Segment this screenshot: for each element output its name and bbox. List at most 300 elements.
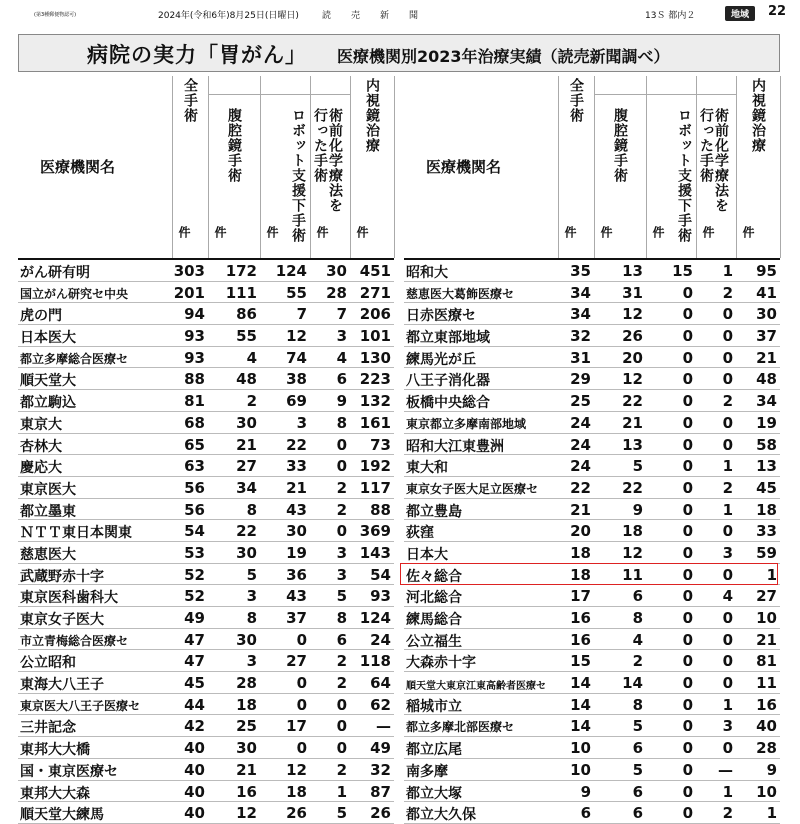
cell-lap: 55 [236,327,257,346]
cell-robot: 74 [286,348,307,367]
cell-total: 56 [184,500,205,519]
cell-total: 42 [184,717,205,736]
cell-endo: 206 [359,305,391,324]
cell-lap: 31 [622,283,643,302]
table-row [18,672,394,694]
cell-robot: 0 [682,630,693,649]
hospital-name: 荻窪 [406,525,434,542]
cell-total: 303 [173,262,205,280]
cell-endo: 87 [370,782,391,801]
cell-endo: 271 [359,283,391,302]
table-row [18,802,394,824]
cell-total: 10 [570,739,591,758]
hospital-name: 慈恵医大葛飾医療セ [406,286,515,301]
hospital-name: 都立大久保 [406,807,476,824]
cell-lap: 8 [246,500,257,519]
cell-robot: 0 [682,478,693,497]
hospital-name: 東邦大大橋 [20,742,90,759]
cell-lap: 3 [246,652,257,671]
edition-label: 13Ｓ 都内２ [645,11,696,21]
cell-lap: 18 [622,522,643,541]
cell-endo: 28 [756,739,777,758]
table-header [18,76,394,258]
cell-lap: 25 [236,717,257,736]
table-row [18,564,394,586]
cell-robot: 0 [682,435,693,454]
cell-chemo: 0 [336,717,347,736]
table-row [18,325,394,347]
cell-endo: 26 [370,804,391,823]
table-row [18,759,394,781]
cell-lap: 12 [622,370,643,389]
hospital-name: 国・東京医療セ [20,763,118,780]
cell-chemo: 0 [722,609,733,627]
unit-label: 件 [177,226,191,238]
table-row [404,477,780,499]
cell-total: 52 [184,587,205,606]
cell-robot: 21 [286,478,307,497]
cell-chemo: 7 [336,305,347,324]
cell-robot: 17 [286,717,307,736]
cell-endo: 88 [370,500,391,519]
cell-robot: 12 [286,760,307,779]
cell-chemo: 3 [336,565,347,584]
cell-lap: 21 [236,435,257,454]
column-header-chemo: 術前化学療法を行った手術 [312,108,343,213]
cell-lap: 5 [632,457,643,476]
cell-endo: 21 [756,348,777,367]
cell-endo: 1 [766,804,777,823]
cell-endo: 64 [370,674,391,693]
cell-total: 9 [580,782,591,801]
cell-chemo: 1 [336,782,347,801]
cell-chemo: 0 [722,674,733,693]
hospital-name: 順天堂大練馬 [20,807,104,824]
unit-label: 件 [213,226,227,238]
cell-robot: 0 [682,674,693,693]
cell-total: 14 [570,674,591,693]
cell-total: 21 [570,500,591,519]
hospital-name: 八王子消化器 [406,373,490,390]
hospital-name: 日赤医療セ [406,308,476,325]
cell-lap: 4 [246,348,257,367]
cell-lap: 27 [236,457,257,476]
cell-chemo: 0 [336,522,347,541]
cell-lap: 16 [236,782,257,801]
cell-lap: 28 [236,674,257,693]
cell-chemo: 2 [722,804,733,823]
cell-endo: 451 [359,262,391,280]
cell-lap: 30 [236,630,257,649]
cell-total: 52 [184,565,205,584]
table-row [404,607,780,629]
hospital-name: 都立多摩北部医療セ [406,720,515,735]
cell-chemo: 0 [722,739,733,758]
column-header-total: 全手術 [568,78,584,123]
table-row [18,390,394,412]
table-row [404,368,780,390]
cell-robot: 37 [286,609,307,627]
hospital-name: 河北総合 [406,590,462,607]
hospital-name: 都立多摩総合医療セ [20,351,129,366]
unit-label: 件 [563,226,577,238]
cell-lap: 8 [632,695,643,714]
cell-lap: 14 [622,674,643,693]
highlight-box [400,563,778,585]
table-row [404,434,780,456]
cell-total: 14 [570,717,591,736]
cell-chemo: 2 [336,652,347,671]
hospital-name: 慶応大 [20,460,62,477]
table-row [18,694,394,716]
table-row [404,802,780,824]
cell-endo: 21 [756,630,777,649]
hospital-name: 都立駒込 [20,395,76,412]
table-row [404,499,780,521]
column-header-robot: ロボット支援下手術 [290,108,306,243]
results-table-left [18,76,394,824]
cell-endo: 10 [756,609,777,627]
cell-total: 16 [570,609,591,627]
cell-chemo: 0 [722,413,733,432]
cell-endo: 95 [756,262,777,280]
cell-total: 15 [570,652,591,671]
cell-endo: 118 [359,652,391,671]
table-body [404,258,780,824]
cell-endo: 192 [359,457,391,476]
cell-robot: 26 [286,804,307,823]
column-header-chemo: 術前化学療法を行った手術 [698,108,729,213]
table-row [18,412,394,434]
article-title: 病院の実力「胃がん」 [87,43,307,67]
cell-chemo: 0 [722,327,733,346]
cell-endo: 49 [370,739,391,758]
cell-chemo: 0 [336,695,347,714]
cell-lap: 12 [622,305,643,324]
cell-endo: 9 [766,760,777,779]
hospital-name: 昭和大江東豊洲 [406,438,504,455]
cell-robot: 18 [286,782,307,801]
hospital-name: 公立福生 [406,633,462,650]
table-row [404,347,780,369]
cell-total: 40 [184,782,205,801]
cell-lap: 30 [236,543,257,562]
cell-robot: 30 [286,522,307,541]
cell-chemo: 2 [336,500,347,519]
cell-endo: 48 [756,370,777,389]
table-row [18,542,394,564]
hospital-name: 武蔵野赤十字 [20,568,104,585]
hospital-name: 佐々総合 [406,568,462,585]
cell-lap: 4 [632,630,643,649]
table-body [18,258,394,824]
cell-lap: 9 [632,500,643,519]
cell-lap: 6 [632,739,643,758]
cell-lap: 34 [236,478,257,497]
cell-chemo: 0 [722,305,733,324]
cell-lap: 22 [622,478,643,497]
hospital-name: 東邦大大森 [20,785,90,802]
table-row [404,650,780,672]
cell-lap: 30 [236,413,257,432]
cell-robot: 0 [682,370,693,389]
cell-total: 88 [184,370,205,389]
cell-chemo: — [718,760,733,779]
section-badge: 地域 [725,6,755,21]
cell-robot: 0 [296,674,307,693]
cell-total: 22 [570,478,591,497]
cell-chemo: 5 [336,804,347,823]
hospital-name: 練馬総合 [406,612,462,628]
cell-endo: 30 [756,305,777,324]
cell-total: 34 [570,305,591,324]
cell-lap: 30 [236,739,257,758]
cell-endo: 33 [756,522,777,541]
cell-robot: 0 [296,630,307,649]
unit-label: 件 [265,226,279,238]
cell-total: 18 [570,565,591,584]
cell-endo: 27 [756,587,777,606]
cell-chemo: 6 [336,630,347,649]
cell-total: 40 [184,739,205,758]
cell-chemo: 3 [336,327,347,346]
cell-chemo: 0 [722,435,733,454]
cell-chemo: 2 [336,760,347,779]
cell-lap: 3 [246,587,257,606]
cell-chemo: 0 [722,522,733,541]
cell-robot: 0 [682,695,693,714]
cell-robot: 0 [682,305,693,324]
table-row [18,520,394,542]
table-row [404,629,780,651]
cell-total: 17 [570,587,591,606]
table-row [18,499,394,521]
cell-endo: 101 [359,327,391,346]
hospital-name: 公立昭和 [20,655,76,672]
cell-total: 31 [570,348,591,367]
hospital-name: 昭和大 [406,265,448,281]
hospital-name: 杏林大 [20,438,62,455]
cell-robot: 0 [296,695,307,714]
cell-chemo: 0 [722,370,733,389]
table-row [18,282,394,304]
cell-chemo: 1 [722,500,733,519]
cell-chemo: 3 [722,717,733,736]
cell-chemo: 30 [326,262,347,280]
cell-lap: 21 [622,413,643,432]
hospital-name: 東京女子医大足立医療セ [406,481,539,496]
cell-lap: 13 [622,435,643,454]
cell-total: 29 [570,370,591,389]
cell-robot: 0 [682,283,693,302]
cell-robot: 36 [286,565,307,584]
cell-chemo: 5 [336,587,347,606]
hospital-name: 市立青梅総合医療セ [20,633,129,648]
cell-lap: 8 [246,609,257,627]
cell-total: 47 [184,652,205,671]
hospital-name: 板橋中央総合 [406,395,490,412]
cell-lap: 48 [236,370,257,389]
cell-endo: 81 [756,652,777,671]
column-header-lap: 腹腔鏡手術 [612,108,628,183]
postal-note: (第3種郵便物認可) [34,12,77,18]
table-row [18,781,394,803]
hospital-name: 練馬光が丘 [406,351,476,368]
cell-total: 24 [570,435,591,454]
unit-label: 件 [701,226,715,238]
table-row [404,737,780,759]
cell-chemo: 1 [722,262,733,280]
unit-label: 件 [315,226,329,238]
table-row [404,694,780,716]
column-header-endo: 内視鏡治療 [364,78,380,153]
cell-total: 65 [184,435,205,454]
cell-endo: 41 [756,283,777,302]
cell-total: 54 [184,522,205,541]
cell-total: 49 [184,609,205,627]
cell-total: 40 [184,804,205,823]
cell-lap: 6 [632,587,643,606]
cell-robot: 0 [682,457,693,476]
cell-chemo: 0 [722,348,733,367]
cell-total: 81 [184,392,205,411]
cell-total: 47 [184,630,205,649]
cell-endo: 223 [359,370,391,389]
cell-robot: 0 [682,522,693,541]
hospital-name: 都立東部地域 [406,330,490,347]
cell-chemo: 28 [326,283,347,302]
cell-lap: 26 [622,327,643,346]
cell-robot: 0 [682,348,693,367]
cell-robot: 0 [682,413,693,432]
table-row [404,781,780,803]
issue-date: 2024年(令和6年)8月25日(日曜日) [158,11,299,21]
newspaper-header [0,0,800,28]
cell-chemo: 2 [722,283,733,302]
cell-chemo: 4 [336,348,347,367]
cell-robot: 0 [682,327,693,346]
cell-robot: 0 [682,717,693,736]
page-number: 22 [768,4,787,19]
hospital-name: 国立がん研究セ中央 [20,286,129,301]
cell-robot: 124 [275,262,307,280]
table-row [404,390,780,412]
hospital-name: ＮＴＴ東日本関東 [20,525,132,542]
cell-endo: 18 [756,500,777,519]
table-row [404,585,780,607]
cell-chemo: 2 [336,674,347,693]
table-row [18,303,394,325]
cell-total: 32 [570,327,591,346]
hospital-name: 都立広尾 [406,742,462,759]
cell-chemo: 3 [722,543,733,562]
cell-lap: 6 [632,782,643,801]
cell-total: 94 [184,305,205,324]
table-row [404,455,780,477]
hospital-name: 東京女子医大 [20,612,104,628]
cell-total: 201 [173,283,205,302]
table-row [18,455,394,477]
cell-total: 56 [184,478,205,497]
cell-lap: 18 [236,695,257,714]
cell-lap: 11 [622,565,643,584]
cell-total: 45 [184,674,205,693]
cell-robot: 33 [286,457,307,476]
cell-total: 63 [184,457,205,476]
cell-robot: 43 [286,500,307,519]
hospital-name: 日本医大 [20,330,76,347]
table-row [18,715,394,737]
cell-endo: 32 [370,760,391,779]
cell-total: 44 [184,695,205,714]
table-row [404,715,780,737]
table-row [18,368,394,390]
cell-lap: 22 [236,522,257,541]
cell-total: 93 [184,348,205,367]
column-header-total: 全手術 [182,78,198,123]
cell-robot: 0 [682,652,693,671]
cell-robot: 19 [286,543,307,562]
cell-total: 68 [184,413,205,432]
cell-lap: 5 [632,717,643,736]
hospital-name: 東京医大 [20,481,76,498]
table-row [18,477,394,499]
cell-endo: 117 [359,478,391,497]
cell-endo: 93 [370,587,391,606]
cell-endo: 37 [756,327,777,346]
cell-chemo: 9 [336,392,347,411]
table-row [404,303,780,325]
cell-lap: 111 [225,283,257,302]
cell-endo: 24 [370,630,391,649]
cell-total: 25 [570,392,591,411]
hospital-name: 東海大八王子 [20,677,104,694]
cell-total: 20 [570,522,591,541]
cell-total: 35 [570,262,591,280]
unit-label: 件 [355,226,369,238]
table-row [404,520,780,542]
cell-robot: 0 [682,500,693,519]
cell-lap: 20 [622,348,643,367]
hospital-name: 東京都立多摩南部地域 [406,416,527,431]
cell-endo: 132 [359,392,391,411]
cell-total: 34 [570,283,591,302]
cell-robot: 7 [296,305,307,324]
cell-lap: 8 [632,609,643,627]
cell-chemo: 8 [336,609,347,627]
cell-endo: 16 [756,695,777,714]
column-header-endo: 内視鏡治療 [750,78,766,153]
table-row [18,737,394,759]
cell-total: 24 [570,457,591,476]
cell-endo: 10 [756,782,777,801]
cell-total: 93 [184,327,205,346]
cell-chemo: 0 [336,435,347,454]
cell-endo: 34 [756,392,777,411]
table-row [404,282,780,304]
cell-total: 24 [570,413,591,432]
hospital-name: 日本大 [406,546,448,563]
cell-chemo: 1 [722,782,733,801]
cell-chemo: 2 [336,478,347,497]
cell-total: 40 [184,760,205,779]
hospital-name: 東京医大八王子医療セ [20,698,141,713]
cell-chemo: 1 [722,457,733,476]
cell-robot: 55 [286,283,307,302]
cell-endo: 124 [359,609,391,627]
unit-label: 件 [741,226,755,238]
cell-lap: 2 [632,652,643,671]
